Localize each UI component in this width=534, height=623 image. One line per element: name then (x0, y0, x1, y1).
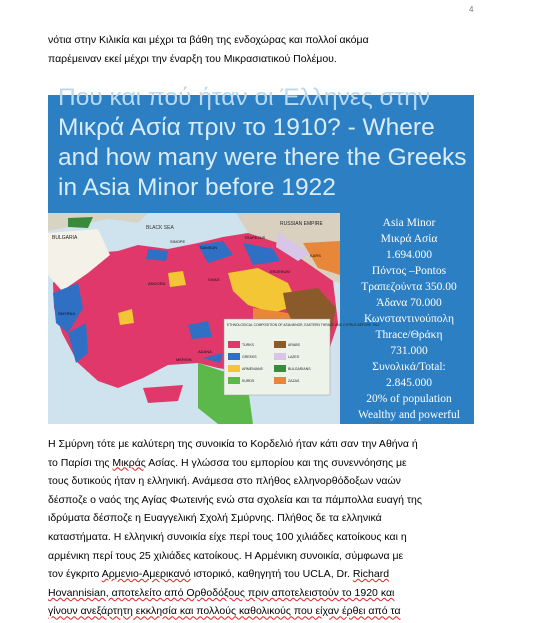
legend-swatch-arabs (274, 341, 286, 348)
text-run: το Παρίσι της (48, 456, 110, 469)
map-label-trapezus: TRAPEZUS (244, 235, 266, 240)
legend-label-greeks: GREEKS (242, 355, 257, 359)
text-line: Η Σμύρνη τότε με καλύτερη της συνοικία το Κορδελιό ήταν κάτι σαν την Αθήνα ή (48, 438, 418, 450)
stats-line: Άδανα 70.000 (376, 297, 442, 309)
text-run: Ασίας. Η γλώσσα του εμπορίου και της συνεννόησης με (148, 456, 407, 469)
stats-line: 2.845.000 (386, 377, 432, 389)
text-line (48, 565, 488, 584)
map-label-black-sea: BLACK SEA (146, 225, 174, 231)
text-line: δέσποζε ο ναός της Αγίας Φωτεινής ενώ στα σχολεία και τα πάμπολλα ευαγή της (48, 493, 422, 506)
stats-line: Συνολικά/Total: (372, 361, 446, 373)
spellcheck-text[interactable]: , αποτελείτο από Ορθοδόξους πριν αποτελειστούν το 1920 και (105, 586, 395, 599)
legend-swatch-zazas (274, 377, 286, 384)
text-line: ιδρύματα δέσποζε η Ευαγγελική Σχολή Σμύρνης. Πλήθος δε τα ελληνικά (48, 512, 382, 525)
body-paragraph (48, 435, 488, 621)
stats-line: Thrace/Θράκη (375, 329, 443, 341)
legend-label-kurds: KURDS (242, 379, 255, 383)
stats-line-pontos (344, 263, 474, 279)
stats-line: 1.694.000 (386, 249, 432, 261)
slide-title-rest: Μικρά Ασία πριν το 1910? - Where and how many were there the Greeks in Asia Minor before 1922 (58, 114, 467, 201)
map-label-mersin: MERSIN (176, 357, 192, 362)
stats-line: Κωνσταντινούπολη (363, 313, 455, 325)
stats-text: Πόντος – (371, 265, 415, 277)
map-label-smyrna: SMYRNA (58, 311, 76, 316)
stats-line: Asia Minor (382, 217, 436, 229)
text-line: αρμένικη περί τους 25 χιλιάδες κατοίκους. Η Αρμένικη συνοικία, σύμφωνα με (48, 549, 404, 562)
map-label-angora: ANGORA (148, 281, 166, 286)
map-label-sivas: SIVAS (208, 277, 220, 282)
text-line (48, 584, 488, 603)
legend-swatch-greeks (228, 353, 240, 360)
legend-swatch-bulgarians (274, 365, 286, 372)
map-label-sinope: SINOPE (170, 239, 186, 244)
stats-line: Τραπεζούντα 350.00 (361, 281, 457, 293)
text-line (48, 454, 488, 473)
legend-label-armenians: ARMENIANS (242, 367, 263, 371)
stats-line: 20% of population (366, 393, 452, 405)
map-label-samsun: SAMSUN (200, 245, 218, 250)
legend-label-bulgarians: BULGARIANS (288, 367, 311, 371)
legend-swatch-armenians (228, 365, 240, 372)
map-label-erzerum: ERZERUM (270, 269, 290, 274)
stats-line: Μικρά Ασία (380, 233, 438, 245)
spellcheck-word[interactable]: Αρμενιο-Αμερικανό (101, 568, 191, 581)
text-line: παρέμειναν εκεί μέχρι την έναρξη του Μικρασιατικού Πολέμου. (48, 52, 337, 65)
spellcheck-word[interactable]: Richard (352, 568, 390, 581)
text-line: τους δυτικούς ήταν η ελληνική. Ανάμεσα στο πλήθος ελληνορθόδοξων ναών (48, 475, 401, 488)
text-line[interactable]: γίνουν ανεξάρτητη εκκλησία και πολλούς καθολικούς που είχαν έρθει από τα (48, 605, 401, 618)
slide-title-line-1: Που και πού ήταν οι Έλληνες στην (58, 84, 431, 111)
intro-paragraph (48, 31, 488, 68)
page-number: 4 (469, 5, 474, 14)
text-line: νότια στην Κιλικία και μέχρι τα βάθη της ενδοχώρας και πολλοί ακόμα (48, 34, 369, 46)
legend-swatch-lazes (274, 353, 286, 360)
legend-label-lazes: LAZES (288, 355, 300, 359)
map-label-kars: KARS (310, 253, 321, 258)
text-run: τον έγκριτο (48, 568, 100, 581)
spellcheck-word[interactable]: Μικράς (112, 456, 146, 469)
legend-swatch-kurds (228, 377, 240, 384)
legend-swatch-turks (228, 341, 240, 348)
legend-label-arabs: ARABS (288, 343, 300, 347)
stats-line: Wealthy and powerful (358, 409, 460, 421)
ethnological-map (48, 213, 380, 424)
text-line: καταστήματα. Η ελληνική συνοικία είχε περί τους 100 χιλιάδες κατοίκους και η (48, 530, 407, 543)
population-stats (344, 215, 474, 423)
legend-label-zazas: ZAZAS (288, 379, 300, 383)
map-label-russian-empire: RUSSIAN EMPIRE (280, 221, 323, 227)
stats-line: 731.000 (390, 345, 428, 357)
map-label-adana: ADANA (198, 349, 212, 354)
stats-text-underlined: Pontos (414, 265, 447, 277)
slide-title (58, 83, 468, 203)
spellcheck-word[interactable]: Hovannisian (48, 586, 106, 599)
embedded-slide-image (48, 84, 474, 424)
map-legend-title: ETHNOLOGICAL COMPOSITION OF ASIA MINOR, EASTERN THRACE AND CYPRUS BEFORE 1912 (227, 323, 380, 327)
map-label-bulgaria: BULGARIA (52, 235, 78, 241)
legend-label-turks: TURKS (242, 343, 254, 347)
text-run: ιστορικό, καθηγητή του UCLA, Dr. (193, 568, 350, 581)
